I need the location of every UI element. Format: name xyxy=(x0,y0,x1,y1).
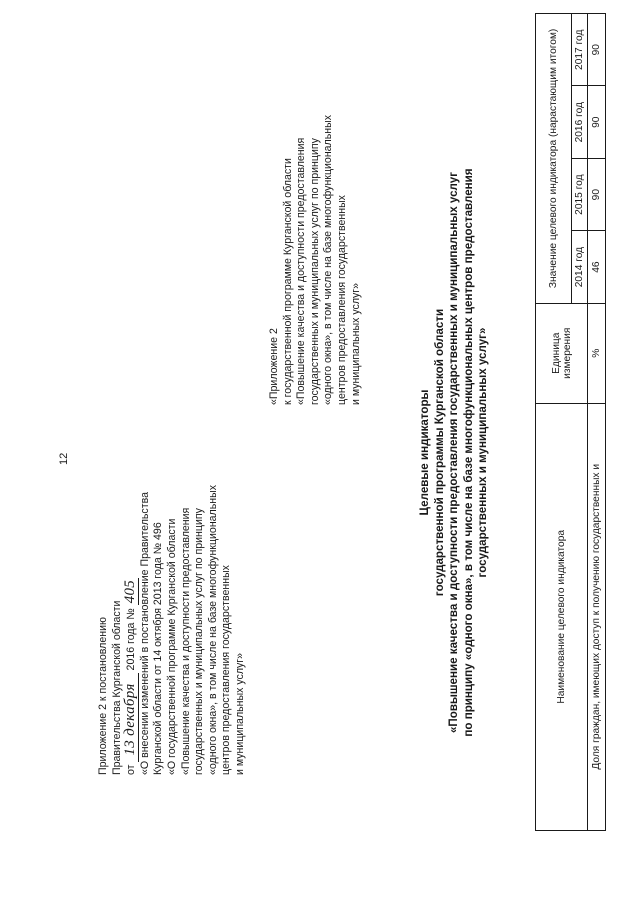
annex-current-line: «О внесении изменений в постановление Правительства xyxy=(138,492,151,775)
annex-current-line: государственных и муниципальных услуг по принципу xyxy=(193,508,206,775)
annex-current-line: Приложение 2 к постановлению xyxy=(97,617,109,775)
title-line: государственной программы Курганской области xyxy=(432,308,446,597)
title-line: Целевые индикаторы xyxy=(418,389,431,516)
annex-current-line: Правительства Курганской области xyxy=(110,600,123,775)
handwritten-number: 405 xyxy=(122,579,139,604)
header-year: 2016 год xyxy=(572,86,588,158)
annex-original-block xyxy=(268,5,363,405)
annex-original-line: «Повышение качества и доступности предоставления xyxy=(295,137,308,405)
annex-current-line: и муниципальных услуг» xyxy=(233,652,246,775)
header-year: 2017 год xyxy=(572,14,588,87)
annex-current-line: «одного окна», в том числе на базе многофункциональных xyxy=(206,484,219,775)
annex-original-line: к государственной программе Курганской области xyxy=(281,158,294,405)
annex-original-line: «Приложение 2 xyxy=(268,328,280,405)
annex-original-line: центров предоставления государственных xyxy=(335,195,348,405)
header-indicator-name: Наименование целевого индикатора xyxy=(536,403,588,830)
title-line: «Повышение качества и доступности предоставления государственных и муниципальных услуг xyxy=(447,171,461,734)
header-year: 2015 год xyxy=(572,158,588,230)
value-cell: 46 xyxy=(588,231,606,303)
annex-original-line: государственных и муниципальных услуг по принципу xyxy=(308,138,321,405)
indicators-table xyxy=(535,13,606,831)
annex-current-line: центров предоставления государственных xyxy=(220,565,233,775)
header-unit: Единица измерения xyxy=(536,303,588,403)
annex-current-block xyxy=(97,15,248,775)
title-line: по принципу «одного окна», в том числе на базе многофункциональных центров предоставления xyxy=(461,168,475,737)
annex-current-line: «Повышение качества и доступности предоставления xyxy=(179,507,192,775)
handwritten-date: 13 декабря xyxy=(124,673,139,761)
date-suffix: 2016 года № xyxy=(125,608,138,671)
table-header-row xyxy=(536,14,572,831)
table-row xyxy=(588,14,606,831)
unit-cell: % xyxy=(588,303,606,403)
value-cell: 90 xyxy=(588,14,606,87)
indicator-name-cell: Доля граждан, имеющих доступ к получению государственных и xyxy=(588,403,606,830)
header-year: 2014 год xyxy=(572,231,588,303)
value-cell: 90 xyxy=(588,158,606,230)
annex-original-line: и муниципальных услуг» xyxy=(349,282,362,405)
header-value-group: Значение целевого индикатора (нарастающим итогом) xyxy=(536,14,572,304)
resolution-date-line xyxy=(124,15,139,775)
page-number: 12 xyxy=(58,452,70,465)
annex-original-line: «одного окна», в том числе на базе многофункциональных xyxy=(322,114,335,405)
annex-current-line: «О государственной программе Курганской области xyxy=(165,518,178,775)
value-cell: 90 xyxy=(588,86,606,158)
document-title xyxy=(418,0,491,905)
title-line: государственных и муниципальных услуг» xyxy=(476,327,490,578)
annex-current-line: Курганской области от 14 октября 2013 года № 496 xyxy=(152,522,165,775)
date-prefix: от xyxy=(125,764,138,775)
